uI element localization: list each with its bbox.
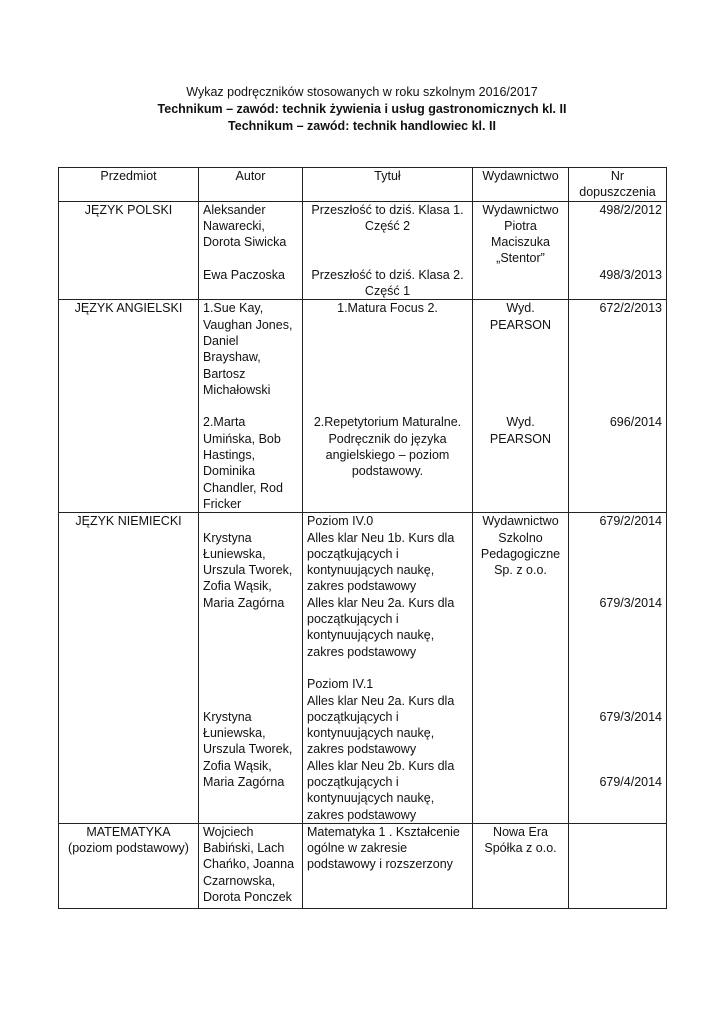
blank-line — [477, 382, 564, 398]
approval-number-line: 679/2/2014 — [599, 514, 662, 529]
blank-line — [307, 660, 468, 676]
subject-line: JĘZYK ANGIELSKI — [74, 301, 183, 316]
blank-line — [203, 644, 298, 660]
author-line: Nawarecki, — [203, 218, 265, 233]
publisher-line: Szkolno — [498, 530, 543, 545]
author-line: Dorota Siwicka — [203, 235, 287, 250]
column-header-number-line: dopuszczenia — [579, 185, 656, 200]
blank-line — [573, 611, 662, 627]
table-header-row — [59, 168, 667, 202]
column-header-title: Tytuł — [303, 168, 473, 202]
approval-number-line: 498/3/2013 — [599, 267, 662, 282]
publisher-line: Spółka z o.o. — [484, 841, 557, 856]
title-line: podstawowy i rozszerzony — [307, 857, 453, 872]
blank-line — [203, 676, 298, 692]
blank-line — [573, 398, 662, 414]
subject-line: JĘZYK NIEMIECKI — [75, 514, 182, 529]
blank-line — [573, 382, 662, 398]
blank-line — [573, 366, 662, 382]
table-row — [59, 300, 667, 513]
author-line: Daniel — [203, 333, 239, 348]
title-line: Alles klar Neu 2a. Kurs dla — [307, 693, 455, 708]
title-line: 1.Matura Focus 2. — [337, 301, 438, 316]
blank-line — [573, 578, 662, 594]
approval-number-line: 679/3/2014 — [599, 595, 662, 610]
document-header — [0, 84, 724, 135]
author-line: Krystyna — [203, 530, 252, 545]
column-header-number-line: Nr — [610, 169, 625, 183]
title-line: kontynuujących naukę, — [307, 726, 435, 741]
approval-number-line: 696/2014 — [609, 415, 662, 430]
publisher-line: Piotra — [504, 218, 537, 233]
title-line: Część 1 — [364, 284, 411, 299]
publisher-line: PEARSON — [489, 431, 552, 446]
title-line: 2.Repetytorium Maturalne. — [313, 415, 462, 430]
author-line: Urszula Tworek, — [203, 742, 293, 757]
blank-line — [573, 627, 662, 643]
publisher-line: Sp. z o.o. — [494, 563, 547, 578]
author-line: Maria Zagórna — [203, 595, 285, 610]
author-cell — [199, 823, 303, 908]
author-line: 2.Marta — [203, 415, 246, 430]
blank-line — [573, 546, 662, 562]
author-line: Fricker — [203, 496, 242, 511]
publisher-line: Maciszuka — [490, 235, 551, 250]
textbook-table — [58, 167, 667, 909]
author-line: Umińska, Bob — [203, 431, 281, 446]
author-cell — [199, 201, 303, 300]
author-line: Krystyna — [203, 709, 252, 724]
author-line: Bartosz — [203, 366, 246, 381]
author-line: Zofia Wąsik, — [203, 758, 272, 773]
title-line: podstawowy. — [351, 464, 424, 479]
author-line: Dominika — [203, 464, 256, 479]
approval-number-line: 672/2/2013 — [599, 301, 662, 316]
author-line: Aleksander — [203, 202, 266, 217]
title-line: początkujących i — [307, 774, 399, 789]
approval-number-cell — [569, 201, 667, 300]
subject-line: MATEMATYKA — [86, 824, 171, 839]
approval-number-line: 679/4/2014 — [599, 774, 662, 789]
blank-line — [307, 234, 468, 250]
title-line: Podręcznik do języka — [328, 431, 447, 446]
title-cell — [303, 513, 473, 824]
header-line-1: Wykaz podręczników stosowanych w roku szkolnym 2016/2017 — [186, 85, 538, 99]
blank-line — [573, 250, 662, 266]
title-line: kontynuujących naukę, — [307, 791, 435, 806]
title-line: Matematyka 1 . Kształcenie — [307, 824, 460, 839]
author-line: Vaughan Jones, — [203, 317, 293, 332]
title-line: początkujących i — [307, 546, 399, 561]
publisher-cell — [473, 300, 569, 513]
author-line: Chandler, Rod — [203, 480, 283, 495]
blank-line — [307, 366, 468, 382]
title-line: kontynuujących naukę, — [307, 563, 435, 578]
column-header-subject: Przedmiot — [59, 168, 199, 202]
title-line: Przeszłość to dziś. Klasa 2. — [311, 267, 464, 282]
author-line: Brayshaw, — [203, 350, 261, 365]
author-line: 1.Sue Kay, — [203, 301, 264, 316]
author-line: Wojciech — [203, 824, 254, 839]
header-line-2: Technikum – zawód: technik żywienia i usług gastronomicznych kl. II — [157, 102, 567, 116]
blank-line — [573, 644, 662, 660]
column-header-number — [569, 168, 667, 202]
title-line: kontynuujących naukę, — [307, 628, 435, 643]
column-header-author: Autor — [199, 168, 303, 202]
publisher-line: Wyd. — [506, 301, 535, 316]
publisher-line: Wyd. — [506, 415, 535, 430]
publisher-line: PEARSON — [489, 317, 552, 332]
blank-line — [307, 317, 468, 333]
blank-line — [203, 693, 298, 709]
publisher-line: Wydawnictwo — [482, 514, 559, 529]
subject-cell — [59, 513, 199, 824]
table-row — [59, 513, 667, 824]
blank-line — [573, 725, 662, 741]
blank-line — [477, 349, 564, 365]
blank-line — [307, 250, 468, 266]
approval-number-cell — [569, 823, 667, 908]
subject-cell — [59, 823, 199, 908]
publisher-line: „Stentor” — [496, 251, 545, 266]
subject-line: (poziom podstawowy) — [68, 841, 189, 856]
blank-line — [573, 333, 662, 349]
title-line: Poziom IV.1 — [307, 677, 374, 692]
publisher-cell — [473, 513, 569, 824]
blank-line — [573, 693, 662, 709]
title-line: początkujących i — [307, 612, 399, 627]
blank-line — [477, 366, 564, 382]
title-line: angielskiego – poziom — [325, 448, 450, 463]
blank-line — [573, 530, 662, 546]
author-line: Czarnowska, — [203, 873, 276, 888]
blank-line — [203, 611, 298, 627]
publisher-line: Nowa Era — [493, 824, 548, 839]
title-line: zakres podstawowy — [307, 579, 417, 594]
blank-line — [573, 562, 662, 578]
title-line: zakres podstawowy — [307, 644, 417, 659]
title-cell — [303, 300, 473, 513]
blank-line — [573, 676, 662, 692]
blank-line — [307, 349, 468, 365]
title-line: Przeszłość to dziś. Klasa 1. — [311, 202, 464, 217]
table-body — [59, 201, 667, 908]
title-line: Alles klar Neu 2a. Kurs dla — [307, 595, 455, 610]
title-cell — [303, 201, 473, 300]
author-line: Zofia Wąsik, — [203, 579, 272, 594]
approval-number-cell — [569, 513, 667, 824]
title-cell — [303, 823, 473, 908]
blank-line — [203, 627, 298, 643]
author-line: Dorota Ponczek — [203, 890, 292, 905]
approval-number-line: 679/3/2014 — [599, 709, 662, 724]
author-cell — [199, 513, 303, 824]
blank-line — [573, 741, 662, 757]
author-cell — [199, 300, 303, 513]
blank-line — [573, 758, 662, 774]
author-line: Łuniewska, — [203, 726, 266, 741]
author-line: Maria Zagórna — [203, 774, 285, 789]
blank-line — [573, 234, 662, 250]
publisher-line: Pedagogiczne — [480, 546, 561, 561]
blank-line — [477, 333, 564, 349]
author-line: Ewa Paczoska — [203, 267, 285, 282]
title-line: zakres podstawowy — [307, 742, 417, 757]
title-line: Poziom IV.0 — [307, 514, 374, 529]
publisher-cell — [473, 823, 569, 908]
title-line: zakres podstawowy — [307, 807, 417, 822]
publisher-line: Wydawnictwo — [482, 202, 559, 217]
blank-line — [203, 513, 298, 529]
table-row — [59, 823, 667, 908]
title-line: początkujących i — [307, 709, 399, 724]
column-header-publisher: Wydawnictwo — [473, 168, 569, 202]
subject-line: JĘZYK POLSKI — [84, 202, 173, 217]
header-line-3: Technikum – zawód: technik handlowiec kl. II — [228, 119, 496, 133]
blank-line — [307, 382, 468, 398]
blank-line — [203, 250, 298, 266]
blank-line — [203, 398, 298, 414]
title-line: ogólne w zakresie — [307, 841, 408, 856]
table-row — [59, 201, 667, 300]
author-line: Babiński, Lach — [203, 841, 285, 856]
publisher-cell — [473, 201, 569, 300]
blank-line — [307, 333, 468, 349]
subject-cell — [59, 300, 199, 513]
author-line: Urszula Tworek, — [203, 563, 293, 578]
title-line: Alles klar Neu 1b. Kurs dla — [307, 530, 455, 545]
blank-line — [573, 218, 662, 234]
subject-cell — [59, 201, 199, 300]
blank-line — [573, 660, 662, 676]
blank-line — [477, 398, 564, 414]
title-line: Alles klar Neu 2b. Kurs dla — [307, 758, 455, 773]
author-line: Michałowski — [203, 382, 271, 397]
blank-line — [573, 349, 662, 365]
approval-number-line: 498/2/2012 — [599, 202, 662, 217]
author-line: Hastings, — [203, 448, 256, 463]
blank-line — [203, 660, 298, 676]
blank-line — [307, 398, 468, 414]
approval-number-cell — [569, 300, 667, 513]
author-line: Łuniewska, — [203, 546, 266, 561]
blank-line — [573, 317, 662, 333]
author-line: Chańko, Joanna — [203, 857, 295, 872]
title-line: Część 2 — [364, 218, 411, 233]
